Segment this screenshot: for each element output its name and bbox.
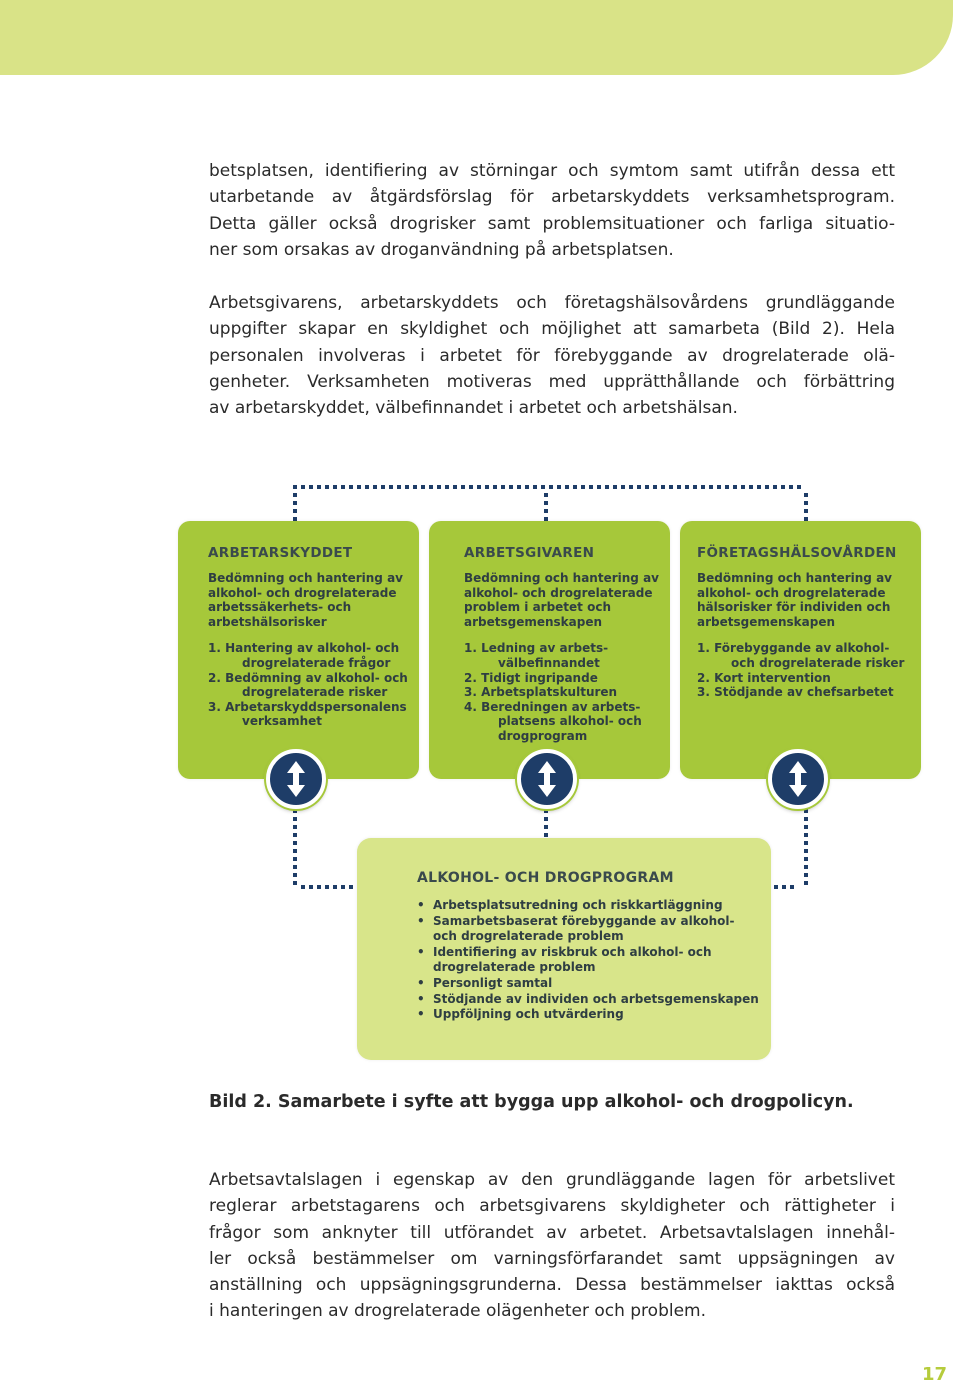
connector-dot xyxy=(485,485,489,489)
connector-dot xyxy=(661,485,665,489)
connector-dot xyxy=(804,865,808,869)
connector-dot xyxy=(701,485,705,489)
figure-caption: Bild 2. Samarbete i syfte att bygga upp alkohol- och drogpolicyn. xyxy=(209,1092,854,1112)
box-description xyxy=(697,571,921,629)
connector-dot xyxy=(437,485,441,489)
desc-line: Bedömning och hantering av xyxy=(697,571,892,585)
box-title: ARBETSGIVAREN xyxy=(464,545,595,561)
desc-line: arbetsgemenskapen xyxy=(464,614,603,629)
connector-dot xyxy=(301,885,305,889)
connector-dot xyxy=(413,485,417,489)
connector-dot xyxy=(544,501,548,505)
desc-line: alkohol- och drogrelaterade xyxy=(464,585,653,600)
connector-dot xyxy=(581,485,585,489)
connector-dot xyxy=(509,485,513,489)
connector-dot xyxy=(453,485,457,489)
connector-dot xyxy=(541,485,545,489)
desc-line: hälsorisker för individen och xyxy=(697,600,891,615)
connector-dot xyxy=(544,509,548,513)
connector-dot xyxy=(365,485,369,489)
connector-dot xyxy=(293,493,297,497)
connector-dot xyxy=(317,885,321,889)
connector-dot xyxy=(293,833,297,837)
list-item: 2. Tidigt ingripande xyxy=(464,670,598,685)
connector-dot xyxy=(804,833,808,837)
connector-dot xyxy=(790,885,794,889)
connector-dot xyxy=(804,825,808,829)
box-list xyxy=(464,641,670,743)
connector-dot xyxy=(301,485,305,489)
connector-dot xyxy=(325,485,329,489)
list-item: 2. Bedömning av alkohol- och drogrelaterade risker xyxy=(208,670,408,700)
connector-dot xyxy=(333,885,337,889)
connector-dot xyxy=(293,865,297,869)
list-item: 1. Hantering av alkohol- och drogrelaterade frågor xyxy=(208,641,400,670)
connector-dot xyxy=(804,493,808,497)
connector-dot xyxy=(461,485,465,489)
connector-dot xyxy=(677,485,681,489)
list-item: • Identifiering av riskbruk och alkohol- och xyxy=(417,945,771,961)
box-arbetarskyddet xyxy=(178,521,419,779)
list-item: • Samarbetsbaserat förebyggande av alkohol- xyxy=(417,914,771,930)
list-item: • Uppföljning och utvärdering xyxy=(417,1007,771,1023)
connector-dot xyxy=(782,885,786,889)
connector-dot xyxy=(325,885,329,889)
connector-dot xyxy=(804,849,808,853)
connector-dot xyxy=(317,485,321,489)
connector-dot xyxy=(293,873,297,877)
box-alkohol-och-drogprogram xyxy=(357,838,771,1060)
connector-dot xyxy=(725,485,729,489)
paragraph-arbetsavtalslagen xyxy=(209,1167,895,1325)
connector-dot xyxy=(309,485,313,489)
dotted-left-vertical xyxy=(293,493,297,521)
box-arbetsgivaren xyxy=(429,521,670,779)
connector-dot xyxy=(549,485,553,489)
connector-dot xyxy=(589,485,593,489)
connector-dot xyxy=(765,485,769,489)
text-line: reglerar arbetstagarens och arbetsgivarens skyldigheter och rättigheter i xyxy=(209,1196,895,1217)
up-down-arrow-icon xyxy=(266,749,326,809)
connector-dot xyxy=(693,485,697,489)
connector-dot xyxy=(349,885,353,889)
desc-line: Bedömning och hantering av xyxy=(208,571,403,585)
connector-dot xyxy=(493,485,497,489)
list-item: • Stödjande av individen och arbetsgemenskapen xyxy=(417,992,771,1008)
connector-dot xyxy=(533,485,537,489)
text-line: frågor som anknyter till utförandet av arbetet. Arbetsavtalslagen innehål- xyxy=(209,1222,895,1243)
connector-dot xyxy=(685,485,689,489)
desc-line: arbetsgemenskapen xyxy=(697,614,836,629)
connector-dot xyxy=(397,485,401,489)
text-line: betsplatsen, identifiering av störningar och symtom samt utifrån dessa ett xyxy=(209,161,895,181)
box-description xyxy=(208,571,419,629)
connector-dot xyxy=(293,857,297,861)
connector-dot xyxy=(525,485,529,489)
connector-dot xyxy=(749,485,753,489)
dotted-top-line xyxy=(293,485,801,489)
program-list xyxy=(417,898,771,1023)
connector-dot xyxy=(349,485,353,489)
connector-dot xyxy=(373,485,377,489)
connector-dot xyxy=(645,485,649,489)
up-down-arrow-icon xyxy=(768,749,828,809)
paragraph-cooperation xyxy=(209,290,895,421)
connector-dot xyxy=(341,485,345,489)
text-line: Detta gäller också drogrisker samt problemsituationer och farliga situatio- xyxy=(209,213,895,234)
paragraph-intro xyxy=(209,158,895,263)
connector-dot xyxy=(804,857,808,861)
connector-dot xyxy=(544,493,548,497)
connector-dot xyxy=(804,881,808,885)
connector-dot xyxy=(597,485,601,489)
list-item: • Arbetsplatsutredning och riskkartläggning xyxy=(417,898,771,914)
connector-dot xyxy=(517,485,521,489)
text-line: genheter. Verksamheten motiveras med upprätthållande och förbättring xyxy=(209,371,895,392)
connector-dot xyxy=(789,485,793,489)
connector-dot xyxy=(293,841,297,845)
box-title: ALKOHOL- OCH DROGPROGRAM xyxy=(417,870,674,886)
desc-line: arbetshälsorisker xyxy=(208,614,327,629)
connector-dot xyxy=(544,809,548,813)
connector-dot xyxy=(629,485,633,489)
connector-dot xyxy=(774,885,778,889)
connector-dot xyxy=(804,873,808,877)
connector-dot xyxy=(621,485,625,489)
text-line: i hanteringen av drogrelaterade olägenheter och problem. xyxy=(209,1301,707,1322)
box-title: ARBETARSKYDDET xyxy=(208,545,353,561)
connector-dot xyxy=(557,485,561,489)
connector-dot xyxy=(637,485,641,489)
list-item-continued: drogrelaterade problem xyxy=(433,960,596,975)
desc-line: alkohol- och drogrelaterade xyxy=(208,585,397,600)
connector-dot xyxy=(544,817,548,821)
connector-dot xyxy=(757,485,761,489)
connector-dot xyxy=(421,485,425,489)
connector-dot xyxy=(797,485,801,489)
connector-dot xyxy=(333,485,337,489)
connector-dot xyxy=(477,485,481,489)
desc-line: problem i arbetet och xyxy=(464,600,611,615)
box-list xyxy=(697,641,921,699)
connector-dot xyxy=(613,485,617,489)
connector-dot xyxy=(389,485,393,489)
list-item: 1. Förebyggande av alkohol- och drogrelaterade risker xyxy=(697,641,905,670)
connector-dot xyxy=(293,817,297,821)
connector-dot xyxy=(293,809,297,813)
connector-dot xyxy=(445,485,449,489)
text-line: uppgifter skapar en skyldighet och möjlighet att samarbeta (Bild 2). Hela xyxy=(209,319,895,340)
desc-line: alkohol- och drogrelaterade xyxy=(697,585,886,600)
list-item-continued: och drogrelaterade problem xyxy=(433,929,624,944)
connector-dot xyxy=(804,501,808,505)
connector-dot xyxy=(773,485,777,489)
list-item: 3. Arbetarskyddspersonalens verksamhet xyxy=(208,699,407,729)
box-title: FÖRETAGSHÄLSOVÅRDEN xyxy=(697,545,897,561)
dotted-right-vertical xyxy=(804,493,808,521)
list-item: 3. Arbetsplatskulturen xyxy=(464,685,618,700)
connector-dot xyxy=(573,485,577,489)
text-line: anställning och uppsägningsgrunderna. Dessa bestämmelser iakttas också xyxy=(209,1275,895,1296)
dotted-mid-vertical xyxy=(544,493,548,521)
header-band xyxy=(0,0,953,75)
text-line: ler också bestämmelser om varningsförfarandet samt uppsägningen av xyxy=(209,1248,895,1269)
page-number: 17 xyxy=(922,1364,948,1385)
connector-dot xyxy=(717,485,721,489)
connector-dot xyxy=(429,485,433,489)
connector-dot xyxy=(405,485,409,489)
text-line: Arbetsgivarens, arbetarskyddets och företagshälsovårdens grundläggande xyxy=(209,293,895,313)
connector-dot xyxy=(709,485,713,489)
connector-dot xyxy=(469,485,473,489)
connector-dot xyxy=(781,485,785,489)
connector-dot xyxy=(293,509,297,513)
text-line: av arbetarskyddet, välbefinnandet i arbetet och arbetshälsan. xyxy=(209,398,738,419)
connector-dot xyxy=(293,501,297,505)
box-foretagshalsovarden xyxy=(680,521,921,779)
connector-dot xyxy=(804,509,808,513)
up-down-arrow-icon xyxy=(517,749,577,809)
list-item: 1. Ledning av arbets- välbefinnandet xyxy=(464,641,609,670)
connector-dot xyxy=(501,485,505,489)
text-line: personalen involveras i arbetet för förebyggande av drogrelaterade olä- xyxy=(209,345,895,366)
connector-dot xyxy=(544,825,548,829)
connector-dot xyxy=(341,885,345,889)
connector-dot xyxy=(605,485,609,489)
connector-dot xyxy=(381,485,385,489)
text-line: Arbetsavtalslagen i egenskap av den grundläggande lagen för arbetslivet xyxy=(209,1170,895,1190)
connector-dot xyxy=(309,885,313,889)
connector-dot xyxy=(293,485,297,489)
text-line: utarbetande av åtgärdsförslag för arbetarskyddets verksamhetsprogram. xyxy=(209,187,895,208)
connector-dot xyxy=(293,881,297,885)
list-item: 3. Stödjande av chefsarbetet xyxy=(697,685,894,700)
text-line: ner som orsakas av droganvändning på arbetsplatsen. xyxy=(209,239,674,260)
connector-dot xyxy=(804,809,808,813)
list-item: 4. Beredningen av arbets- platsens alkohol- och drogprogram xyxy=(464,699,642,743)
desc-line: Bedömning och hantering av xyxy=(464,571,659,585)
desc-line: arbetssäkerhets- och xyxy=(208,600,352,615)
connector-dot xyxy=(804,841,808,845)
list-item: 2. Kort intervention xyxy=(697,670,831,685)
connector-dot xyxy=(544,833,548,837)
connector-dot xyxy=(653,485,657,489)
connector-dot xyxy=(741,485,745,489)
box-list xyxy=(208,641,419,729)
connector-dot xyxy=(804,817,808,821)
connector-dot xyxy=(293,849,297,853)
connector-dot xyxy=(565,485,569,489)
connector-dot xyxy=(293,825,297,829)
connector-dot xyxy=(733,485,737,489)
box-description xyxy=(464,571,670,629)
connector-dot xyxy=(669,485,673,489)
connector-dot xyxy=(357,485,361,489)
list-item: • Personligt samtal xyxy=(417,976,771,992)
